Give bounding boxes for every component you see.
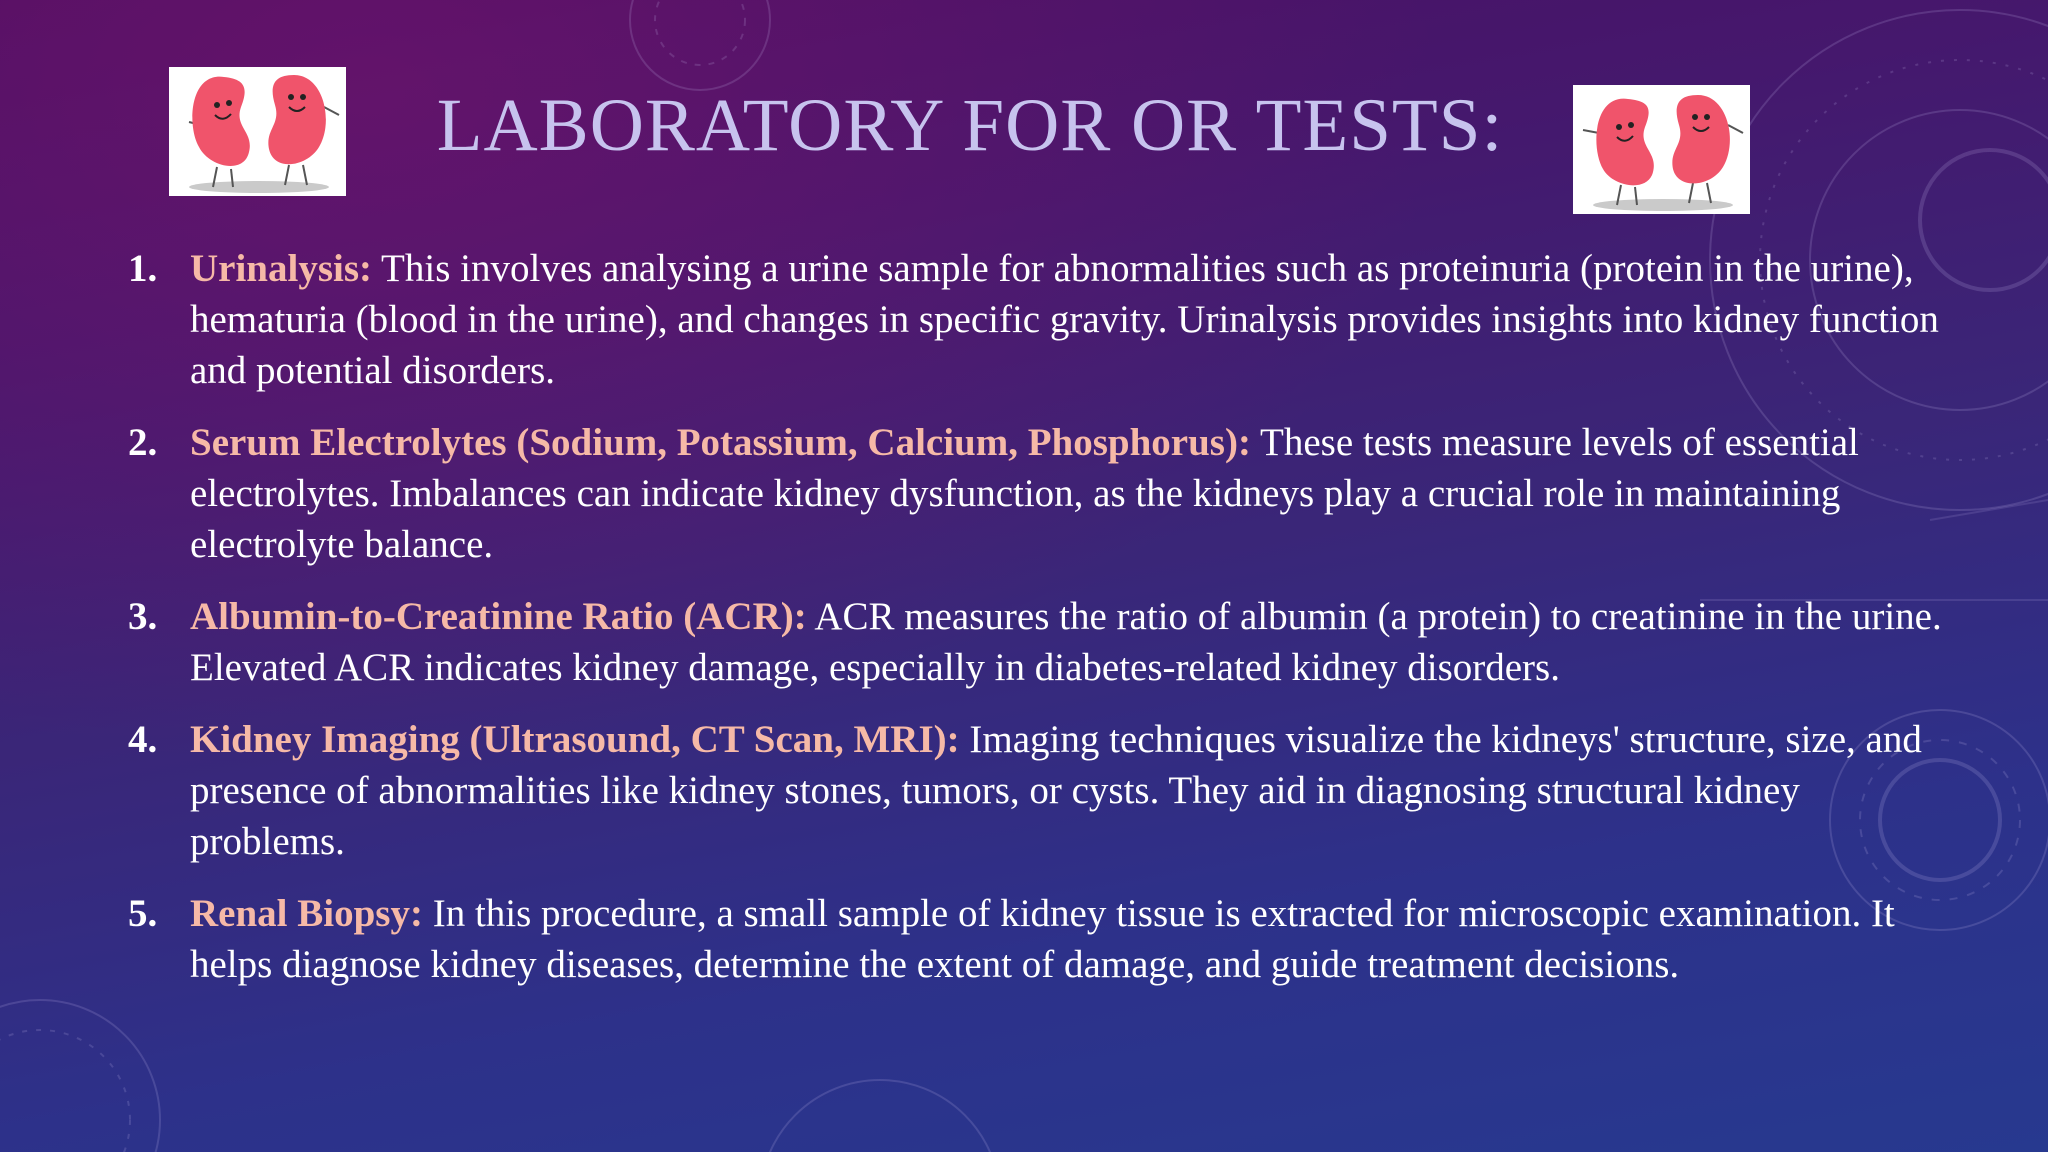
item-term: Albumin-to-Creatinine Ratio (ACR): [190,595,807,638]
item-number: 4. [128,718,158,761]
kidney-cartoon-right [1573,85,1750,214]
item-number: 5. [128,892,158,935]
kidney-characters-icon [1573,85,1750,214]
item-term: Urinalysis: [190,247,373,290]
item-number: 3. [128,595,158,638]
item-number: 1. [128,247,158,290]
kidney-cartoon-left [169,67,346,196]
test-list [128,243,1958,1011]
item-term: Serum Electrolytes (Sodium, Potassium, Calcium, Phosphorus): [190,421,1251,464]
item-term: Kidney Imaging (Ultrasound, CT Scan, MRI): [190,718,960,761]
item-description: This involves analysing a urine sample for abnormalities such as proteinuria (protein in the urine), hematuria (blood in the urine), and changes in specific gravity. Urinalysis provides insights into kidney function and potential disorders. [190,247,1939,392]
list-item [128,417,1958,570]
item-term: Renal Biopsy: [190,892,423,935]
item-description: In this procedure, a small sample of kidney tissue is extracted for microscopic examination. It helps diagnose kidney diseases, determine the extent of damage, and guide treatment decisions. [190,892,1895,986]
item-description: These tests measure levels of essential electrolytes. Imbalances can indicate kidney dysfunction, as the kidneys play a crucial role in maintaining electrolyte balance. [190,421,1859,566]
list-item [128,888,1958,990]
slide-title: LABORATORY FOR OR TESTS: [436,84,1504,167]
list-item [128,714,1958,867]
item-description: Imaging techniques visualize the kidneys' structure, size, and presence of abnormalities like kidney stones, tumors, or cysts. They aid in diagnosing structural kidney problems. [190,718,1922,863]
kidney-characters-icon [169,67,346,196]
item-number: 2. [128,421,158,464]
item-description: ACR measures the ratio of albumin (a protein) to creatinine in the urine. Elevated ACR indicates kidney damage, especially in diabetes-related kidney disorders. [190,595,1942,689]
list-item [128,591,1958,693]
list-item [128,243,1958,396]
